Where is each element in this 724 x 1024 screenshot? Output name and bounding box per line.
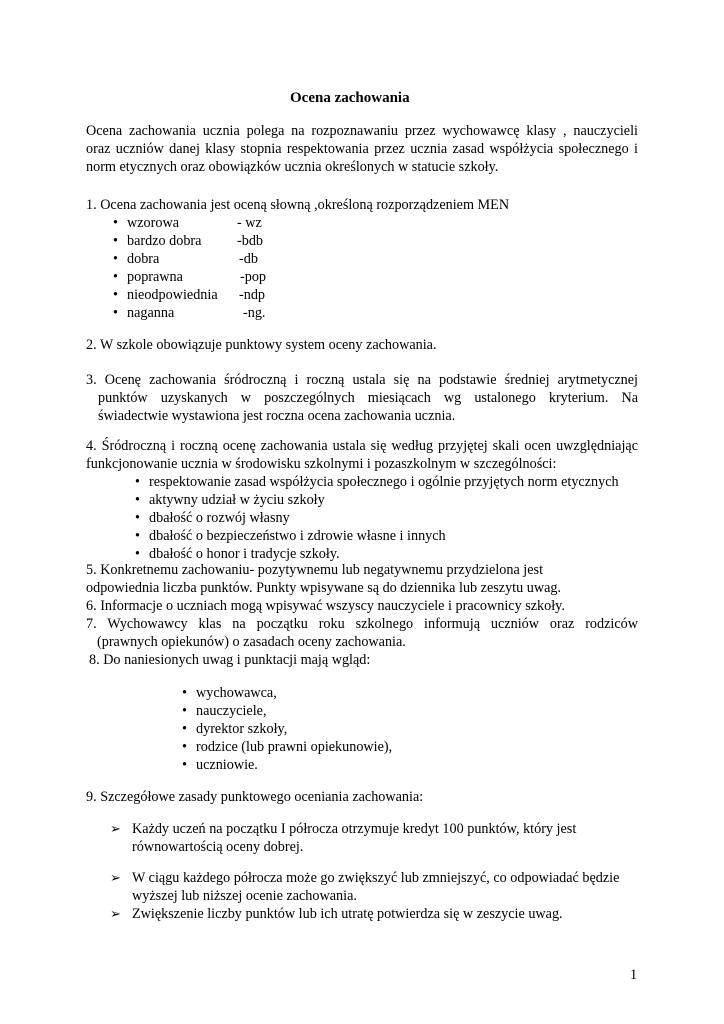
grade-item bbox=[127, 268, 183, 286]
criteria-item: • aktywny udział w życiu szkoły bbox=[149, 491, 325, 509]
grade-name: naganna bbox=[127, 305, 175, 321]
criteria-item: • respektowanie zasad współżycia społecznego i ogólnie przyjętych norm etycznych bbox=[149, 473, 619, 491]
rule-2-line-2: wyższej lub niższej ocenie zachowania. bbox=[132, 888, 357, 904]
criteria-item: • dbałość o honor i tradycje szkoły. bbox=[149, 545, 340, 563]
rule-1-line-2: równowartością oceny dobrej. bbox=[132, 839, 304, 855]
access-item: • dyrektor szkoły, bbox=[196, 720, 287, 738]
grade-abbr: -ndp bbox=[239, 287, 266, 303]
grade-abbr: -pop bbox=[240, 269, 267, 285]
grade-item bbox=[127, 232, 201, 250]
section-9-text: 9. Szczegółowe zasady punktowego oceniania zachowania: bbox=[86, 789, 424, 805]
criteria-item: • dbałość o rozwój własny bbox=[149, 509, 290, 527]
grade-name: dobra bbox=[127, 251, 160, 267]
section-2-text: 2. W szkole obowiązuje punktowy system oceny zachowania. bbox=[86, 337, 437, 353]
grade-item bbox=[127, 304, 174, 322]
grade-name: bardzo dobra bbox=[127, 233, 202, 249]
section-1-text: 1. Ocena zachowania jest oceną słowną ,określoną rozporządzeniem MEN bbox=[86, 197, 510, 213]
grade-abbr: -bdb bbox=[237, 233, 264, 249]
section-4-line-1: 4. Śródroczną i roczną ocenę zachowania ustala się według przyjętej skali ocen uwzględniając bbox=[86, 438, 638, 454]
access-item: • nauczyciele, bbox=[196, 702, 267, 720]
grade-item bbox=[127, 286, 218, 304]
rule-2-line-1: W ciągu każdego półrocza może go zwiększyć lub zmniejszyć, co odpowiadać będzie bbox=[132, 870, 620, 886]
section-3-line-3: świadectwie wystawiona jest roczna ocena zachowania ucznia. bbox=[98, 408, 456, 424]
grade-abbr: - wz bbox=[237, 215, 262, 231]
arrow-bullet-icon: ➢ bbox=[110, 870, 121, 885]
access-item: • uczniowie. bbox=[196, 756, 258, 774]
grade-name: nieodpowiednia bbox=[127, 287, 218, 303]
access-item: • rodzice (lub prawni opiekunowie), bbox=[196, 738, 392, 756]
grade-name: poprawna bbox=[127, 269, 183, 285]
page-title: Ocena zachowania bbox=[290, 90, 410, 106]
intro-line-1: Ocena zachowania ucznia polega na rozpoznawaniu przez wychowawcę klasy , nauczycieli bbox=[86, 123, 638, 139]
arrow-bullet-icon: ➢ bbox=[110, 906, 121, 921]
grade-item bbox=[127, 250, 159, 268]
section-7-line-1: 7. Wychowawcy klas na początku roku szkolnego informują uczniów oraz rodziców bbox=[86, 616, 638, 632]
section-6-text: 6. Informacje o uczniach mogą wpisywać wszyscy nauczyciele i pracownicy szkoły. bbox=[86, 598, 565, 614]
access-item: • wychowawca, bbox=[196, 684, 277, 702]
grade-abbr: -ng. bbox=[243, 305, 266, 321]
section-3-line-1: 3. Ocenę zachowania śródroczną i roczną ustala się na podstawie średniej arytmetycznej bbox=[86, 372, 638, 388]
intro-line-2: oraz uczniów danej klasy stopnia respektowania przez ucznia zasad współżycia społecznego i bbox=[86, 141, 638, 157]
grade-name: wzorowa bbox=[127, 215, 179, 231]
section-5-line-2: odpowiednia liczba punktów. Punkty wpisywane są do dziennika lub zeszytu uwag. bbox=[86, 580, 562, 596]
grade-item bbox=[127, 214, 179, 232]
section-7-line-2: (prawnych opiekunów) o zasadach oceny zachowania. bbox=[97, 634, 406, 650]
section-3-line-2: punktów uzyskanych w poszczególnych miesiącach wg ustalonego kryterium. Na bbox=[98, 390, 638, 406]
section-5-line-1: 5. Konkretnemu zachowaniu- pozytywnemu lub negatywnemu przydzielona jest bbox=[86, 562, 544, 578]
rule-3-line-1: Zwiększenie liczby punktów lub ich utratę potwierdza się w zeszycie uwag. bbox=[132, 906, 563, 922]
section-4-line-2: funkcjonowanie ucznia w środowisku szkolnymi i pozaszkolnym w szczególności: bbox=[86, 456, 557, 472]
grade-abbr: -db bbox=[239, 251, 258, 267]
section-8-text: 8. Do naniesionych uwag i punktacji mają wgląd: bbox=[89, 652, 371, 668]
criteria-item: • dbałość o bezpieczeństwo i zdrowie własne i innych bbox=[149, 527, 446, 545]
arrow-bullet-icon: ➢ bbox=[110, 821, 121, 836]
intro-line-3: norm etycznych oraz obowiązków ucznia określonych w statucie szkoły. bbox=[86, 159, 499, 175]
rule-1-line-1: Każdy uczeń na początku I półrocza otrzymuje kredyt 100 punktów, który jest bbox=[132, 821, 577, 837]
page-number: 1 bbox=[630, 967, 638, 983]
